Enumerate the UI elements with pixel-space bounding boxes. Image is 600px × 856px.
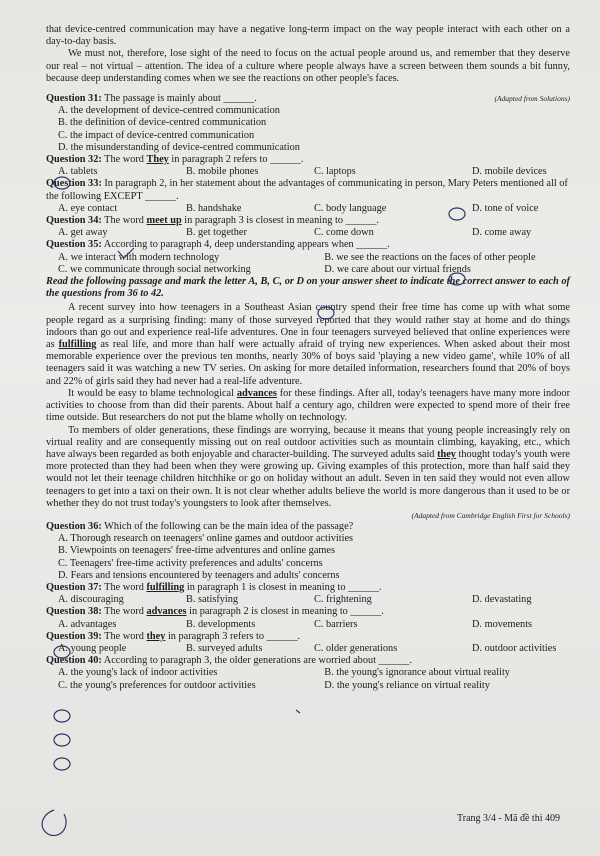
option-c[interactable]: C. come down [314, 227, 374, 239]
question-stem: in paragraph 2 refers to ______. [168, 154, 304, 166]
question-37 [46, 582, 570, 594]
option-d[interactable]: D. mobile devices [472, 166, 547, 178]
option-b[interactable]: B. the young's ignorance about virtual reality [324, 667, 510, 679]
options-row [46, 227, 570, 239]
question-label: Question 31: [46, 93, 102, 105]
question-stem: in paragraph 3 is closest in meaning to ______. [181, 215, 380, 227]
option-d[interactable]: D. the misunderstanding of device-centred communication [58, 141, 300, 153]
question-stem: in paragraph 2 is closest in meaning to ______. [186, 606, 384, 618]
options-row [46, 203, 570, 215]
option-a[interactable]: A. the young's lack of indoor activities [58, 667, 218, 679]
question-stem: Which of the following can be the main idea of the passage? [104, 520, 354, 532]
passage-text: We must not, therefore, lose sight of the need to focus on the actual people around us, and remember that they deserve our real – not virtual – attention. The idea of a culture where people always have a screen between them sounds a bit funny, because deep understanding comes when we see the reactions on other people's faces. [46, 48, 570, 84]
question-label: Question 40: [46, 655, 102, 667]
question-34 [46, 215, 570, 227]
question-label: Question 34: [46, 215, 102, 227]
option-d[interactable]: D. Fears and tensions encountered by teenagers and adults' concerns [58, 569, 340, 581]
page-footer: Trang 3/4 - Mã đề thi 409 [457, 813, 560, 824]
options-row [46, 619, 570, 631]
option-a[interactable]: A. the development of device-centred communication [58, 105, 280, 117]
passage-text: thought today's youth were more protected than they had been when they were growing up. Giving examples of this protection, more than half said they would not let their teenage children hitchhike or go on holiday without an adult. Seven in ten said they would not even allow teenagers to get into a taxi on their own. It is not clear whether adults believe the world is more dangerous than it used to be or whether they do not trust today's youngsters to look after themselves. [46, 448, 570, 509]
underlined-word: they [437, 448, 456, 460]
passage-text: It would be easy to blame technological [68, 387, 237, 399]
question-stem: In paragraph 2, in her statement about the advantages of communicating in person, Mary Peters mentioned all of the following EXCEPT ______. [46, 178, 568, 202]
option-d[interactable]: D. come away [472, 227, 532, 239]
passage-text: that device-centred communication may have a negative long-term impact on the way people interact with each other on a day-to-day basis. [46, 24, 570, 48]
option-b[interactable]: B. mobile phones [186, 166, 259, 178]
source-citation: (Adapted from Solutions) [494, 94, 570, 104]
option-b[interactable]: B. surveyed adults [186, 642, 263, 654]
option-d[interactable]: D. movements [472, 618, 533, 630]
question-35 [46, 239, 570, 251]
option-d[interactable]: D. tone of voice [472, 202, 539, 214]
option-c[interactable]: C. laptops [314, 166, 356, 178]
question-label: Question 37: [46, 581, 102, 593]
source-citation: (Adapted from Cambridge English First for Schools) [411, 510, 570, 520]
question-label: Question 39: [46, 630, 102, 642]
underlined-word: fulfilling [146, 581, 185, 593]
option-a[interactable]: A. advantages [58, 618, 117, 630]
question-stem: The word [104, 581, 147, 593]
question-stem: The word [104, 215, 147, 227]
option-b[interactable]: B. get together [186, 227, 247, 239]
answer-circle [54, 758, 70, 770]
question-32 [46, 154, 570, 166]
options-row [46, 166, 570, 178]
option-a[interactable]: A. discouraging [58, 594, 124, 606]
question-stem: The passage is mainly about ______. [104, 93, 257, 105]
question-stem: The word [104, 630, 147, 642]
question-stem: The word [104, 606, 147, 618]
passage-text: for these findings. After all, today's teenagers have many more indoor activities to choose from than did their parents. About half a century ago, children were expected to spend more of their free time outside. But researchers do not put the blame wholly on technology. [46, 387, 571, 424]
passage-text: To members of older generations, these findings are worrying, because it means that young people increasingly rely on virtual reality and are consequently missing out on real outdoor activities such as mountain climbing, kayaking, etc., which have always been regarded as both enjoyable and character-building. The surveyed adults said [46, 424, 570, 460]
option-a[interactable]: A. get away [58, 227, 108, 239]
underlined-word: fulfilling [58, 339, 97, 351]
question-39 [46, 631, 570, 643]
underlined-word: advances [146, 606, 187, 618]
option-c[interactable]: C. the impact of device-centred communication [58, 129, 255, 141]
underlined-word: meet up [146, 215, 182, 227]
option-b[interactable]: B. Viewpoints on teenagers' free-time adventures and online games [58, 545, 335, 557]
option-c[interactable]: C. Teenagers' free-time activity preferences and adults' concerns [58, 557, 323, 569]
question-33 [46, 178, 570, 202]
question-36 [46, 521, 570, 533]
options-row [46, 643, 570, 655]
passage-paragraph-3 [46, 425, 570, 510]
passage-paragraph-1 [46, 302, 570, 387]
option-c[interactable]: C. the young's preferences for outdoor activities [58, 679, 256, 691]
option-a[interactable]: A. eye contact [58, 202, 118, 214]
options-row [46, 594, 570, 606]
answer-circle [54, 734, 70, 746]
passage-text: as real life, and more than half were actually afraid of trying new experiences. When asked about their most memorable experience over the previous ten months, nearly 30% of boys said 'playing a new video game', while 10% of all teenagers said it was watching a new TV series. On asking for more detailed information, researchers found that 20% of boys and 22% of girls said they had never had a real-life adventure. [46, 339, 570, 387]
answer-circle [42, 810, 66, 835]
option-b[interactable]: B. we see the reactions on the faces of other people [324, 251, 536, 263]
option-d[interactable]: D. devastating [472, 594, 532, 606]
option-c[interactable]: C. barriers [314, 618, 358, 630]
question-label: Question 32: [46, 154, 102, 166]
pen-tick [296, 710, 300, 713]
option-c[interactable]: C. body language [314, 202, 387, 214]
option-a[interactable]: A. Thorough research on teenagers' online games and outdoor activities [58, 533, 354, 545]
option-d[interactable]: D. we care about our virtual friends [324, 263, 471, 275]
option-a[interactable]: A. young people [58, 642, 127, 654]
page-content [46, 24, 570, 692]
question-label: Question 36: [46, 520, 102, 532]
passage-text: A recent survey into how teenagers in a Southeast Asian country spend their free time has come up with what some people regard as a surprising finding: many of those surveyed reported that they would rather stay at home and do things indoors than go out and experience real-life adventures. One in four teenagers surveyed believed that online experiences were as [46, 302, 570, 351]
option-d[interactable]: D. the young's reliance on virtual reality [324, 679, 490, 691]
option-a[interactable]: A. we interact with modern technology [58, 251, 220, 263]
option-b[interactable]: B. the definition of device-centred communication [58, 117, 267, 129]
question-stem: According to paragraph 3, the older generations are worried about ______. [103, 655, 413, 667]
question-31 [46, 93, 570, 105]
options-grid [46, 252, 570, 276]
option-b[interactable]: B. satisfying [186, 594, 239, 606]
question-label: Question 35: [46, 239, 102, 251]
question-stem: According to paragraph 4, deep understanding appears when ______. [103, 239, 390, 251]
question-label: Question 38: [46, 606, 102, 618]
passage-paragraph-2 [46, 388, 570, 425]
option-b[interactable]: B. handshake [186, 202, 242, 214]
option-c[interactable]: C. we communicate through social networking [58, 263, 251, 275]
question-stem: in paragraph 1 is closest in meaning to ______. [184, 581, 382, 593]
option-c[interactable]: C. frightening [314, 594, 372, 606]
question-label: Question 33: [46, 178, 102, 190]
option-d[interactable]: D. outdoor activities [472, 642, 557, 654]
question-38 [46, 606, 570, 618]
options-grid [46, 667, 570, 691]
question-stem: The word [104, 154, 147, 166]
question-stem: in paragraph 3 refers to ______. [165, 630, 301, 642]
option-b[interactable]: B. developments [186, 618, 256, 630]
question-40 [46, 655, 570, 667]
option-a[interactable]: A. tablets [58, 166, 98, 178]
instruction: Read the following passage and mark the letter A, B, C, or D on your answer sheet to indicate the correct answer to each of the questions from 36 to 42. [46, 276, 570, 300]
underlined-word: advances [236, 387, 277, 399]
answer-circle [54, 710, 70, 722]
option-c[interactable]: C. older generations [314, 642, 398, 654]
underlined-word: They [146, 154, 169, 166]
underlined-word: they [146, 630, 166, 642]
